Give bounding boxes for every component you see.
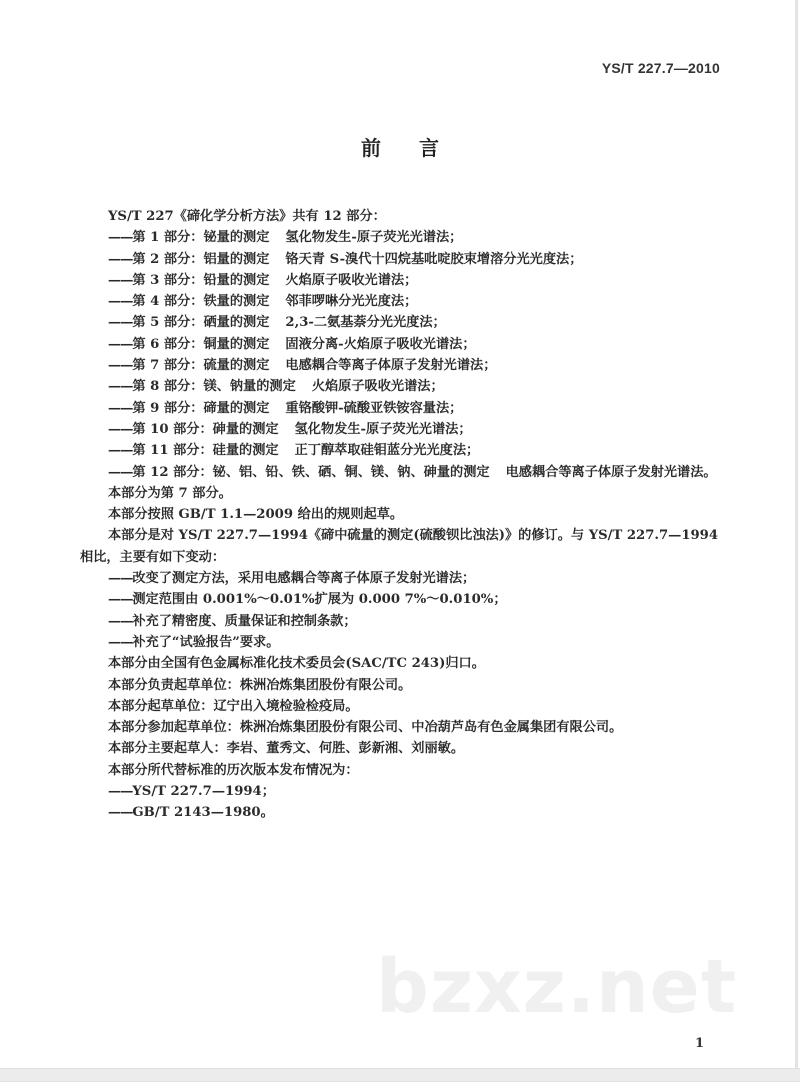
revision-paragraph: 本部分是对 YS/T 227.7—1994《碲中硫量的测定(硫酸钡比浊法)》的修订。与 YS/T 227.7—1994: [108, 528, 719, 544]
page-title: [0, 132, 800, 161]
authors-paragraph: 本部分主要起草人：李岩、董秀文、何胜、彭新湘、刘丽敏。: [108, 741, 465, 757]
change-item: —— 测定范围由 0.001%～0.01%扩展为 0.000 7%～0.010%；: [80, 589, 740, 610]
participating-paragraph: 本部分参加起草单位：株洲冶炼集团股份有限公司、中冶葫芦岛有色金属集团有限公司。: [108, 720, 623, 736]
this-part-paragraph: 本部分为第 7 部分。: [108, 485, 232, 501]
intro-paragraph: YS/T 227《碲化学分析方法》共有 12 部分：: [108, 209, 386, 224]
part-item: —— 第 9 部分：碲量的测定 重铬酸钾-硫酸亚铁铵容量法；: [80, 398, 740, 419]
standard-code: YS/T 227.7—2010: [601, 60, 720, 76]
watermark: bzxz.net: [376, 944, 738, 1030]
lead-drafter-paragraph: 本部分负责起草单位：株洲冶炼集团股份有限公司。: [108, 677, 412, 693]
part-item: —— 第 3 部分：铅量的测定 火焰原子吸收光谱法；: [80, 270, 740, 291]
page-separator: [0, 1068, 800, 1082]
change-item: —— 补充了精密度、质量保证和控制条款；: [80, 611, 740, 632]
part-item: —— 第 6 部分：铜量的测定 固液分离-火焰原子吸收光谱法；: [80, 334, 740, 355]
change-item: —— 补充了“试验报告”要求。: [80, 632, 740, 653]
foreword-body: [80, 206, 740, 824]
part-item: —— 第 8 部分：镁、钠量的测定 火焰原子吸收光谱法；: [80, 376, 740, 397]
part-item: —— 第 4 部分：铁量的测定 邻菲啰啉分光光度法；: [80, 291, 740, 312]
history-intro-paragraph: 本部分所代替标准的历次版本发布情况为：: [108, 762, 359, 778]
revision-paragraph-cont: 相比，主要有如下变动：: [80, 549, 226, 565]
part-item: —— 第 10 部分：砷量的测定 氢化物发生-原子荧光光谱法；: [80, 419, 740, 440]
drafter-paragraph: 本部分起草单位：辽宁出入境检验检疫局。: [108, 698, 359, 714]
title-char-2: 言: [419, 136, 439, 160]
page-number: 1: [695, 1036, 705, 1051]
part-item: —— 第 7 部分：硫量的测定 电感耦合等离子体原子发射光谱法；: [80, 355, 740, 376]
title-char-1: 前: [361, 136, 381, 160]
history-item: —— YS/T 227.7—1994；: [80, 781, 740, 802]
drafting-rules-paragraph: 本部分按照 GB/T 1.1—2009 给出的规则起草。: [108, 507, 404, 523]
history-item: —— GB/T 2143—1980。: [80, 802, 740, 823]
committee-paragraph: 本部分由全国有色金属标准化技术委员会(SAC/TC 243)归口。: [108, 656, 485, 672]
part-item: —— 第 11 部分：硅量的测定 正丁醇萃取硅钼蓝分光光度法；: [80, 440, 740, 461]
part-item: —— 第 12 部分：铋、铝、铅、铁、硒、铜、镁、钠、砷量的测定 电感耦合等离子体原子发射光谱法。: [80, 462, 740, 483]
part-item: —— 第 5 部分：硒量的测定 2,3-二氨基萘分光光度法；: [80, 312, 740, 333]
part-item: —— 第 2 部分：铝量的测定 铬天青 S-溴代十四烷基吡啶胶束增溶分光光度法；: [80, 249, 740, 270]
part-item: —— 第 1 部分：铋量的测定 氢化物发生-原子荧光光谱法；: [80, 227, 740, 248]
change-item: —— 改变了测定方法，采用电感耦合等离子体原子发射光谱法；: [80, 568, 740, 589]
